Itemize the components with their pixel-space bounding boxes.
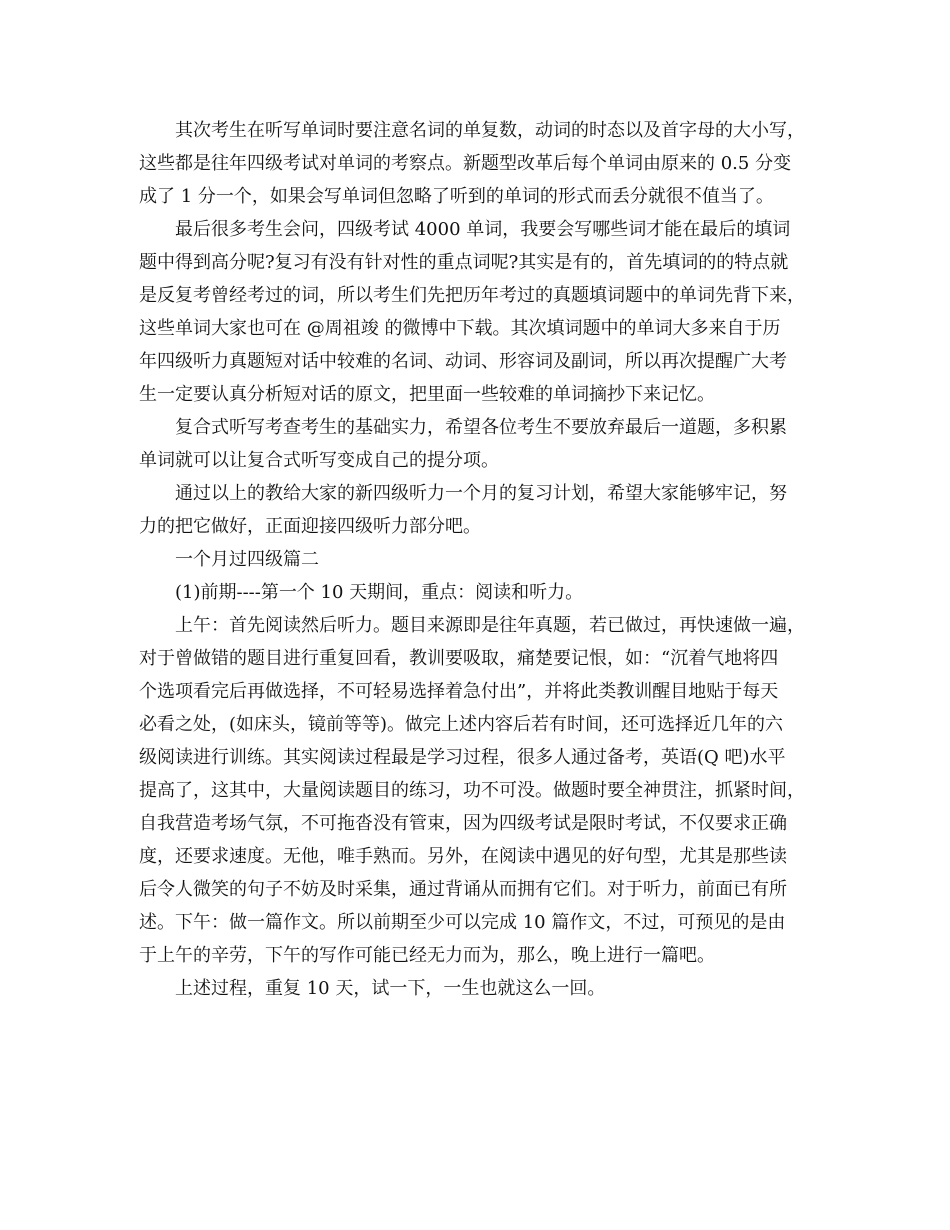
paragraph-line: 年四级听力真题短对话中较难的名词、动词、形容词及副词，所以再次提醒广大考: [139, 351, 787, 372]
paragraph: [139, 213, 811, 411]
paragraph: [139, 972, 811, 1005]
paragraph-line: 这些都是往年四级考试对单词的考察点。新题型改革后每个单词由原来的 0.5 分变: [139, 153, 792, 174]
paragraph-line: 于上午的辛劳，下午的写作可能已经无力而为，那么，晚上进行一篇吧。: [139, 945, 715, 966]
paragraph: [139, 576, 811, 609]
paragraph-line: 自我营造考场气氛，不可拖沓没有管束，因为四级考试是限时考试，不仅要求正确: [139, 813, 787, 834]
paragraph: [139, 609, 811, 972]
paragraph-line: 单词就可以让复合式听写变成自己的提分项。: [139, 450, 499, 471]
paragraph-line: (1)前期----第一个 10 天期间，重点：阅读和听力。: [175, 582, 584, 603]
document-body: [139, 114, 811, 1005]
paragraph-line: 力的把它做好，正面迎接四级听力部分吧。: [139, 516, 481, 537]
paragraph-line: 度，还要求速度。无他，唯手熟而。另外，在阅读中遇见的好句型，尤其是那些读: [139, 846, 787, 867]
paragraph-line: 级阅读进行训练。其实阅读过程最是学习过程，很多人通过备考，英语(Q 吧)水平: [139, 747, 786, 768]
paragraph-line: 是反复考曾经考过的词，所以考生们先把历年考过的真题填词题中的单词先背下来，: [139, 285, 805, 306]
paragraph-line: 上述过程，重复 10 天，试一下，一生也就这么一回。: [175, 978, 606, 999]
paragraph-line: 必看之处，(如床头，镜前等等)。做完上述内容后若有时间，还可选择近几年的六: [139, 714, 784, 735]
paragraph-line: 题中得到高分呢?复习有没有针对性的重点词呢?其实是有的，首先填词的的特点就: [139, 252, 789, 273]
paragraph-line: 提高了，这其中，大量阅读题目的练习，功不可没。做题时要全神贯注，抓紧时间，: [139, 780, 805, 801]
paragraph: [139, 477, 811, 543]
paragraph-line: 后令人微笑的句子不妨及时采集，通过背诵从而拥有它们。对于听力，前面已有所: [139, 879, 787, 900]
paragraph: [139, 411, 811, 477]
paragraph-line: 对于曾做错的题目进行重复回看，教训要吸取，痛楚要记恨，如：“沉着气地将四: [139, 648, 779, 669]
paragraph-line: 生一定要认真分析短对话的原文，把里面一些较难的单词摘抄下来记忆。: [139, 384, 715, 405]
paragraph-line: 一个月过四级篇二: [175, 549, 319, 570]
paragraph-line: 个选项看完后再做选择，不可轻易选择着急付出”，并将此类教训醒目地贴于每天: [139, 681, 779, 702]
paragraph-line: 复合式听写考查考生的基础实力，希望各位考生不要放弃最后一道题，多积累: [175, 417, 787, 438]
paragraph: [139, 543, 811, 576]
paragraph-line: 通过以上的教给大家的新四级听力一个月的复习计划，希望大家能够牢记，努: [175, 483, 787, 504]
paragraph-line: 这些单词大家也可在 @周祖竣 的微博中下载。其次填词题中的单词大多来自于历: [139, 318, 781, 339]
paragraph-line: 成了 1 分一个，如果会写单词但忽略了听到的单词的形式而丢分就很不值当了。: [139, 186, 774, 207]
paragraph-line: 述。下午：做一篇作文。所以前期至少可以完成 10 篇作文，不过，可预见的是由: [139, 912, 786, 933]
paragraph-line: 上午：首先阅读然后听力。题目来源即是往年真题，若已做过，再快速做一遍，: [175, 615, 805, 636]
paragraph-line: 最后很多考生会问，四级考试 4000 单词，我要会写哪些词才能在最后的填词: [175, 219, 791, 240]
paragraph-line: 其次考生在听写单词时要注意名词的单复数，动词的时态以及首字母的大小写，: [175, 120, 805, 141]
paragraph: [139, 114, 811, 213]
